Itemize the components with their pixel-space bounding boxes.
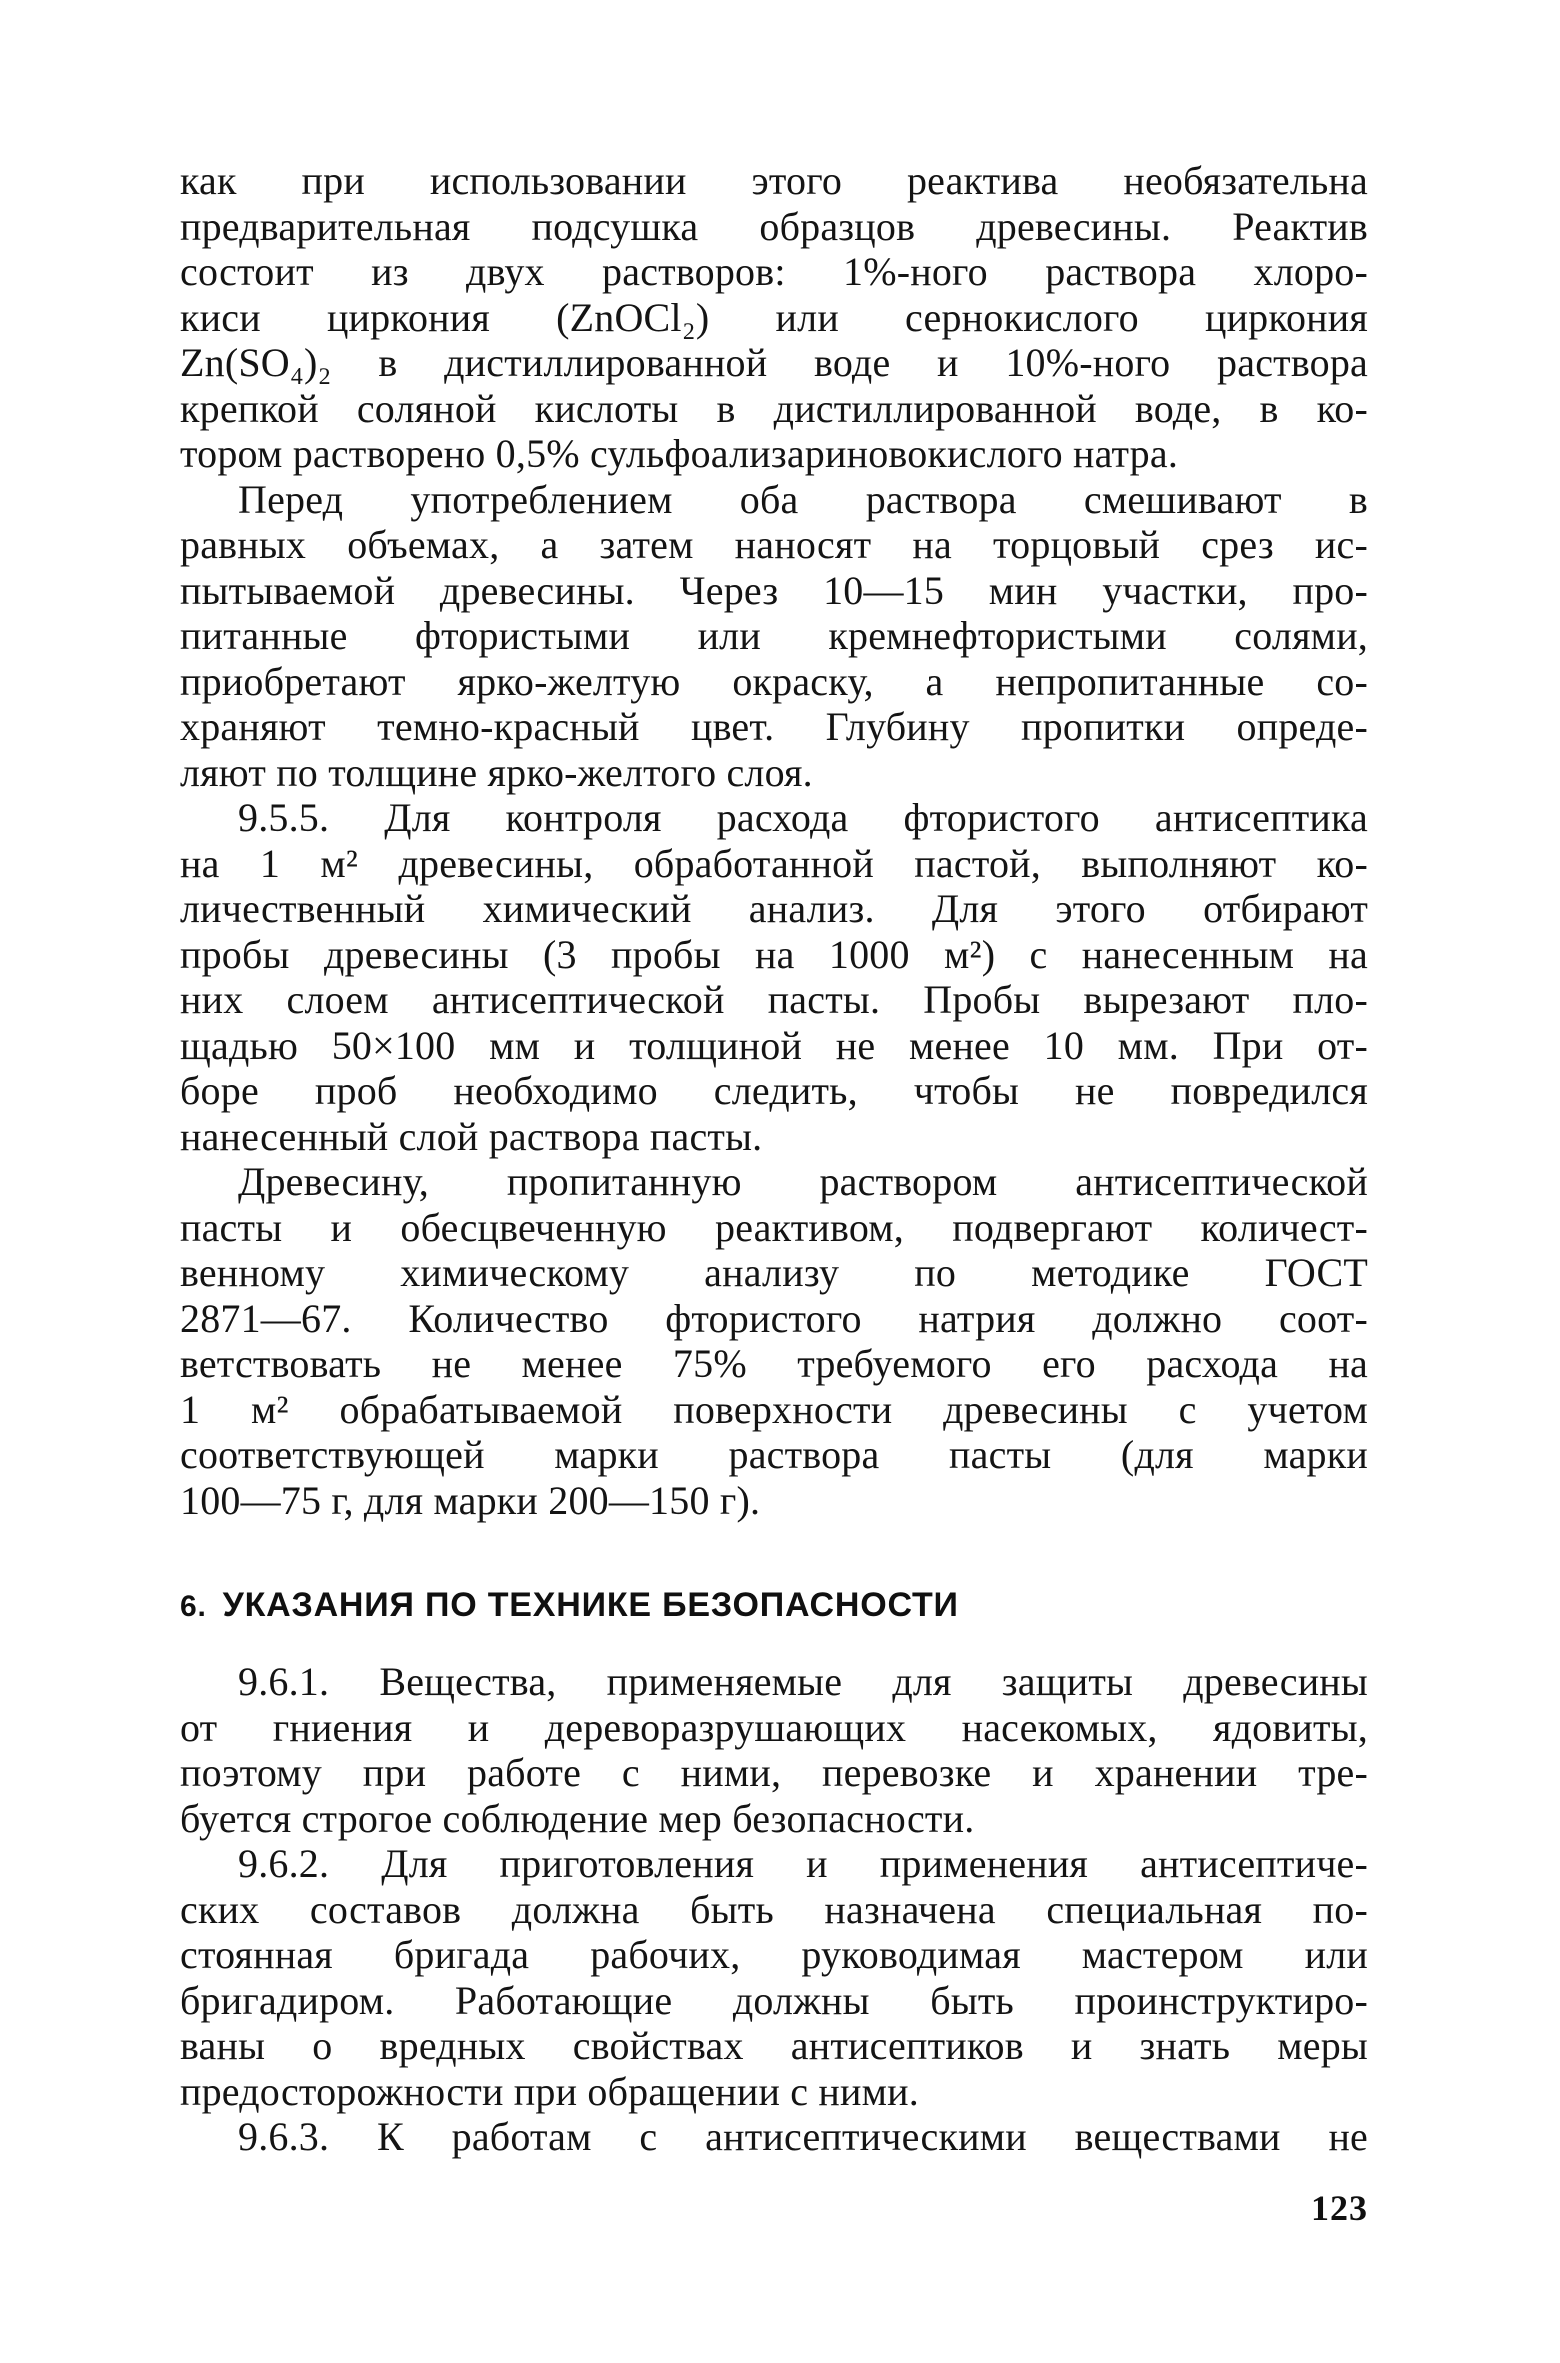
- text-line: 9.6.2. Для приготовления и применения антисептиче-: [238, 1841, 1368, 1886]
- section-number: 6.: [180, 1590, 207, 1623]
- text-line: ляют по толщине ярко-желтого слоя.: [180, 749, 813, 795]
- section-heading: [180, 1581, 1368, 1631]
- text-line: Древесину, пропитанную раствором антисептической: [238, 1159, 1368, 1204]
- text-line: состоит из двух растворов: 1%-ного раствора хлоро-: [180, 249, 1368, 294]
- text-line: питанные фтористыми или кремнефтористыми солями,: [180, 613, 1368, 658]
- text-line: пробы древесины (3 пробы на 1000 м²) с нанесенным на: [180, 931, 1368, 977]
- text-line: как при использовании этого реактива необязательна: [180, 158, 1368, 203]
- text-line: 9.6.3. К работам с антисептическими веществами не: [238, 2114, 1368, 2159]
- text-line: предосторожности при обращении с ними.: [180, 2068, 919, 2114]
- text-line: щадью 50×100 мм и толщиной не менее 10 мм. При от-: [180, 1022, 1368, 1068]
- text-line: от гниения и дереворазрушающих насекомых, ядовиты,: [180, 1704, 1368, 1750]
- text-line: 100—75 г, для марки 200—150 г).: [180, 1477, 761, 1523]
- text-line: Перед употреблением оба раствора смешивают в: [238, 476, 1368, 522]
- text-line: соответствующей марки раствора пасты (для марки: [180, 1432, 1368, 1477]
- text-line: равных объемах, а затем наносят на торцовый срез ис-: [180, 522, 1368, 567]
- text-line: 9.6.1. Вещества, применяемые для защиты древесины: [238, 1659, 1368, 1704]
- text-line: них слоем антисептической пасты. Пробы вырезают пло-: [180, 977, 1368, 1022]
- text-line: киси циркония (ZnOCl₂) или сернокислого циркония: [180, 294, 1368, 340]
- text-column: [180, 158, 1368, 2228]
- text-line: ских составов должна быть назначена специальная по-: [180, 1886, 1368, 1932]
- text-line: 9.5.5. Для контроля расхода фтористого антисептика: [238, 795, 1368, 840]
- text-line: на 1 м² древесины, обработанной пастой, выполняют ко-: [180, 840, 1368, 886]
- text-line: ваны о вредных свойствах антисептиков и знать меры: [180, 2023, 1368, 2068]
- text-line: 1 м² обрабатываемой поверхности древесины с учетом: [180, 1386, 1368, 1432]
- text-line: приобретают ярко-желтую окраску, а непропитанные со-: [180, 658, 1368, 704]
- text-line: стоянная бригада рабочих, руководимая мастером или: [180, 1932, 1368, 1977]
- text-line: 2871—67. Количество фтористого натрия должно соот-: [180, 1295, 1368, 1341]
- text-line: тором растворено 0,5% сульфоализариновокислого натра.: [180, 431, 1179, 476]
- text-line: бригадиром. Работающие должны быть проинструктиро-: [180, 1977, 1368, 2023]
- text-line: личественный химический анализ. Для этого отбирают: [180, 886, 1368, 931]
- text-line: предварительная подсушка образцов древесины. Реактив: [180, 203, 1368, 249]
- page-number: 123: [1311, 2187, 1368, 2228]
- text-line: храняют темно-красный цвет. Глубину пропитки опреде-: [180, 704, 1368, 749]
- body-text-lower: [180, 1659, 1368, 2160]
- text-line: Zn(SO₄)₂ в дистиллированной воде и 10%-ного раствора: [180, 340, 1368, 385]
- text-line: венному химическому анализу по методике ГОСТ: [180, 1250, 1368, 1295]
- text-line: крепкой соляной кислоты в дистиллированной воде, в ко-: [180, 385, 1368, 431]
- text-line: пытываемой древесины. Через 10—15 мин участки, про-: [180, 567, 1368, 613]
- section-title: УКАЗАНИЯ ПО ТЕХНИКЕ БЕЗОПАСНОСТИ: [222, 1586, 959, 1624]
- text-line: буется строгое соблюдение мер безопасности.: [180, 1795, 975, 1841]
- text-line: боре проб необходимо следить, чтобы не повредился: [180, 1068, 1368, 1113]
- text-line: нанесенный слой раствора пасты.: [180, 1113, 763, 1159]
- text-line: ветствовать не менее 75% требуемого его расхода на: [180, 1341, 1368, 1386]
- text-line: пасты и обесцвеченную реактивом, подвергают количест-: [180, 1204, 1368, 1250]
- text-line: поэтому при работе с ними, перевозке и хранении тре-: [180, 1750, 1368, 1795]
- body-text-upper: [180, 158, 1368, 1523]
